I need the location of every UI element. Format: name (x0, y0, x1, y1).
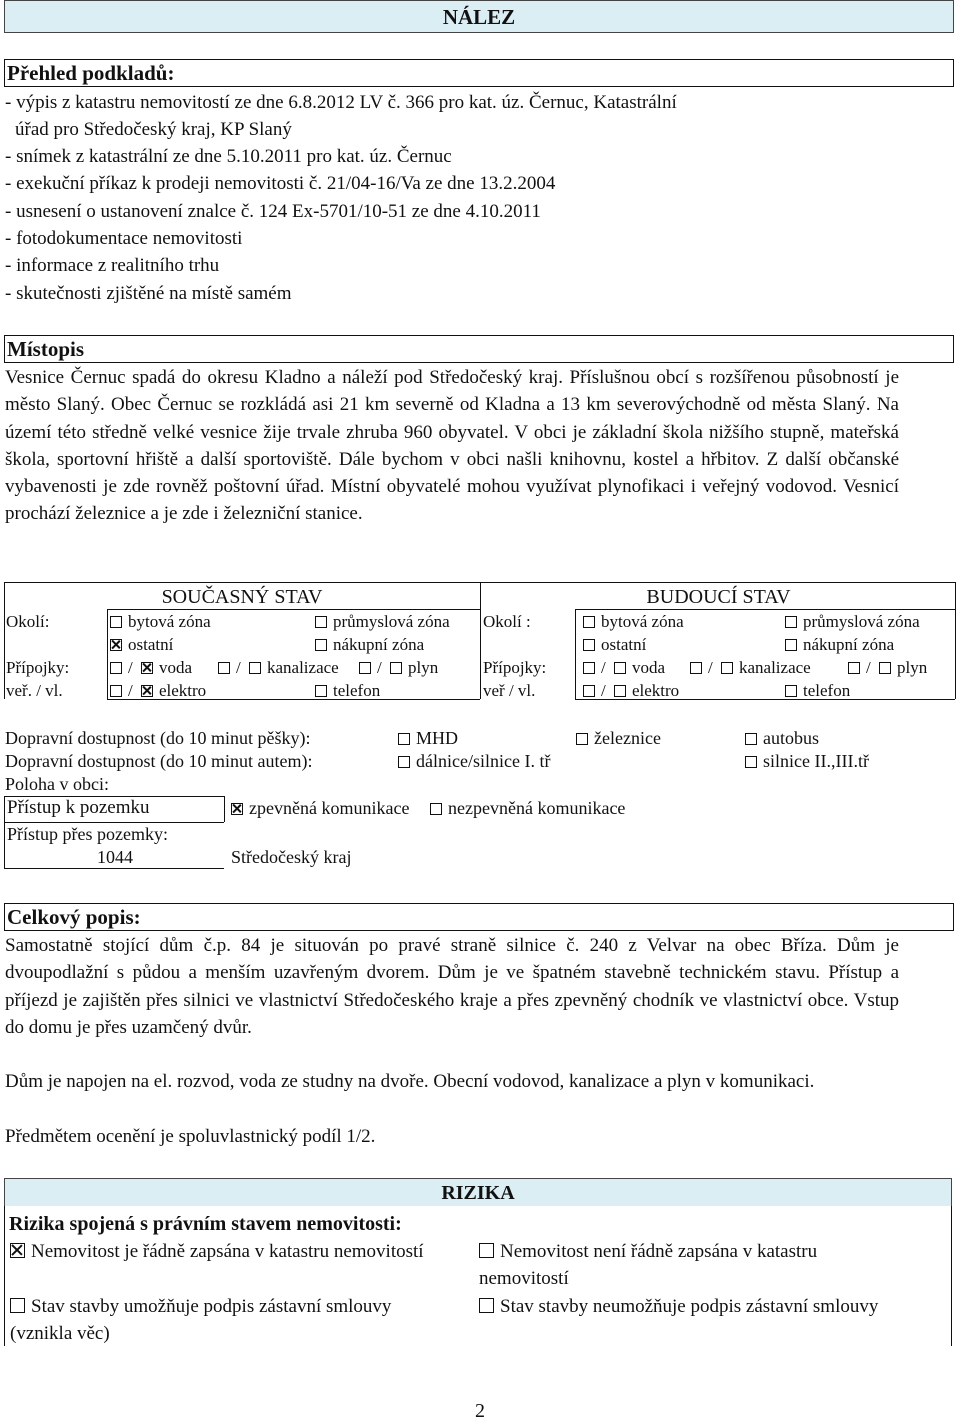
celkovy-paragraph-1: Samostatně stojící dům č.p. 84 je situován po pravé straně silnice č. 240 z Velvar na obec Bříza. Dům je dvoupodlažní s půdou a menším uzavřeným dvorem. Dům je ve špatném stavebně technickém stavu. Přístup a příjezd je zajištěn přes silnici ve vlastnictví Středočeského kraje a přes zpevněný chodník ve vlastnictví obce. Vstup do domu je přes uzamčený dvůr. (5, 935, 899, 1038)
okoli-label-future: Okolí : (483, 612, 531, 631)
parcela-number: 1044 (97, 847, 133, 867)
option-ostatni-future[interactable]: ostatní (583, 634, 646, 656)
podklady-item: - fotodokumentace nemovitosti (5, 228, 243, 249)
pripojka-telefon-future[interactable]: telefon (785, 680, 850, 702)
checkbox-icon (848, 662, 860, 674)
checkbox-icon (583, 685, 595, 697)
checkbox-icon (479, 1298, 494, 1313)
checkbox-icon (785, 685, 797, 697)
checkbox-icon (315, 616, 327, 628)
page-title: NÁLEZ (4, 0, 954, 33)
checkbox-icon (10, 1298, 25, 1313)
option-dalnice[interactable]: dálnice/silnice I. tř (398, 750, 550, 772)
checkbox-icon (398, 756, 410, 768)
riziko-nezapsana[interactable]: Nemovitost není řádně zapsána v katastru nemovitostí (479, 1241, 818, 1289)
page-number: 2 (475, 1400, 485, 1422)
option-nakupni-future[interactable]: nákupní zóna (785, 634, 894, 656)
pristup-k-pozemku-label: Přístup k pozemku (7, 797, 150, 818)
podklady-item: - informace z realitního trhu (5, 255, 220, 276)
poloha-label: Poloha v obci: (5, 774, 109, 794)
checkbox-icon (398, 733, 410, 745)
option-prumyslova-future[interactable]: průmyslová zóna (785, 611, 920, 633)
pripojka-elektro-future[interactable]: / elektro (583, 680, 679, 702)
celkovy-paragraph-3: Předmětem ocenění je spoluvlastnický podíl 1/2. (5, 1126, 376, 1147)
option-bytova[interactable]: bytová zóna (110, 611, 211, 633)
pripojka-voda-future[interactable]: / voda (583, 657, 665, 679)
riziko-neumoznuje[interactable]: Stav stavby neumožňuje podpis zástavní smlouvy (479, 1293, 909, 1320)
pripojka-kanalizace[interactable]: / kanalizace (218, 657, 339, 679)
parcela-owner: Středočeský kraj (231, 847, 352, 867)
future-state-heading: BUDOUCÍ STAV (646, 586, 791, 608)
option-silnice[interactable]: silnice II.,III.tř (745, 750, 869, 772)
doprava-autem-label: Dopravní dostupnost (do 10 minut autem): (5, 751, 313, 771)
pristup-pres-label: Přístup přes pozemky: (7, 824, 168, 844)
checkbox-icon (110, 662, 122, 674)
riziko-umoznuje[interactable]: Stav stavby umožňuje podpis zástavní smlouvy (vznikla věc) (10, 1296, 392, 1344)
ver-label: veř. / vl. (6, 681, 63, 700)
podklady-item: - výpis z katastru nemovitostí ze dne 6.8.2012 LV č. 366 pro kat. úz. Černuc, Katastrální (5, 92, 677, 113)
celkovy-paragraph-2: Dům je napojen na el. rozvod, voda ze studny na dvoře. Obecní vodovod, kanalizace a plyn v komunikaci. (5, 1071, 815, 1092)
option-prumyslova[interactable]: průmyslová zóna (315, 611, 450, 633)
podklady-item: - usnesení o ustanovení znalce č. 124 Ex-5701/10-51 ze dne 4.10.2011 (5, 201, 541, 222)
checkbox-checked-icon (141, 685, 153, 697)
podklady-item: - skutečnosti zjištěné na místě samém (5, 283, 292, 304)
checkbox-checked-icon (10, 1243, 25, 1258)
checkbox-icon (745, 733, 757, 745)
checkbox-icon (785, 639, 797, 651)
checkbox-checked-icon (110, 639, 122, 651)
pripojka-telefon[interactable]: telefon (315, 680, 380, 702)
pripojky-label: Přípojky: (6, 658, 70, 677)
option-ostatni[interactable]: ostatní (110, 634, 173, 656)
option-zpevnena[interactable]: zpevněná komunikace (231, 797, 409, 819)
podklady-item: - exekuční příkaz k prodeji nemovitosti č. 21/04-16/Va ze dne 13.2.2004 (5, 173, 556, 194)
checkbox-icon (583, 616, 595, 628)
podklady-heading: Přehled podkladů: (4, 59, 954, 87)
riziko-zapsana[interactable]: Nemovitost je řádně zapsána v katastru nemovitostí (10, 1238, 440, 1265)
podklady-item: - snímek z katastrální ze dne 5.10.2011 pro kat. úz. Černuc (5, 146, 452, 167)
pripojka-kanalizace-future[interactable]: / kanalizace (690, 657, 811, 679)
mistopis-heading: Místopis (4, 335, 954, 363)
doprava-pesky-label: Dopravní dostupnost (do 10 minut pěšky): (5, 728, 311, 748)
option-autobus[interactable]: autobus (745, 727, 819, 749)
checkbox-icon (110, 685, 122, 697)
option-bytova-future[interactable]: bytová zóna (583, 611, 684, 633)
checkbox-icon (315, 685, 327, 697)
podklady-item: úřad pro Středočeský kraj, KP Slaný (15, 119, 292, 140)
option-nakupni[interactable]: nákupní zóna (315, 634, 424, 656)
checkbox-icon (315, 639, 327, 651)
checkbox-icon (359, 662, 371, 674)
checkbox-icon (583, 662, 595, 674)
pripojka-plyn[interactable]: / plyn (359, 657, 438, 679)
rizika-title: RIZIKA (4, 1178, 952, 1206)
rizika-subheading: Rizika spojená s právním stavem nemovitosti: (9, 1213, 402, 1235)
checkbox-icon (390, 662, 402, 674)
checkbox-icon (745, 756, 757, 768)
current-state-heading: SOUČASNÝ STAV (161, 586, 323, 608)
checkbox-icon (721, 662, 733, 674)
mistopis-text: Vesnice Černuc spadá do okresu Kladno a náleží pod Středočeský kraj. Příslušnou obcí s rozšířenou působností je město Slaný. Obec Černuc se rozkládá asi 21 km severně od Kladna a 13 km severovýchodně od města Slaný. Na území této středně velké vesnice žije trvale zhruba 960 obyvatel. V obci je základní škola nižšího stupně, mateřská škola, sportovní hřiště a další sportoviště. Dále bychom v obci našli knihovnu, kostel a hřbitov. Z další občanské vybavenosti je zde rovněž poštovní úřad. Místní obyvatelé mohou využívat plynofikaci i veřejný vodovod. Vesnicí prochází železnice a je zde i železniční stanice. (5, 367, 899, 525)
pripojky-label-future: Přípojky: (483, 658, 547, 677)
checkbox-icon (785, 616, 797, 628)
checkbox-icon (576, 733, 588, 745)
option-zeleznice[interactable]: železnice (576, 727, 661, 749)
checkbox-checked-icon (141, 662, 153, 674)
checkbox-icon (879, 662, 891, 674)
checkbox-icon (249, 662, 261, 674)
checkbox-icon (218, 662, 230, 674)
checkbox-icon (614, 685, 626, 697)
checkbox-icon (614, 662, 626, 674)
checkbox-icon (690, 662, 702, 674)
pripojka-elektro[interactable]: / elektro (110, 680, 206, 702)
checkbox-icon (430, 803, 442, 815)
option-nezpevnena[interactable]: nezpevněná komunikace (430, 797, 625, 819)
okoli-label: Okolí: (6, 612, 50, 631)
option-mhd[interactable]: MHD (398, 727, 458, 749)
checkbox-icon (583, 639, 595, 651)
celkovy-heading: Celkový popis: (4, 903, 954, 931)
checkbox-checked-icon (231, 803, 243, 815)
checkbox-icon (479, 1243, 494, 1258)
checkbox-icon (110, 616, 122, 628)
pripojka-plyn-future[interactable]: / plyn (848, 657, 927, 679)
ver-label-future: veř / vl. (483, 681, 536, 700)
pripojka-voda[interactable]: / voda (110, 657, 192, 679)
